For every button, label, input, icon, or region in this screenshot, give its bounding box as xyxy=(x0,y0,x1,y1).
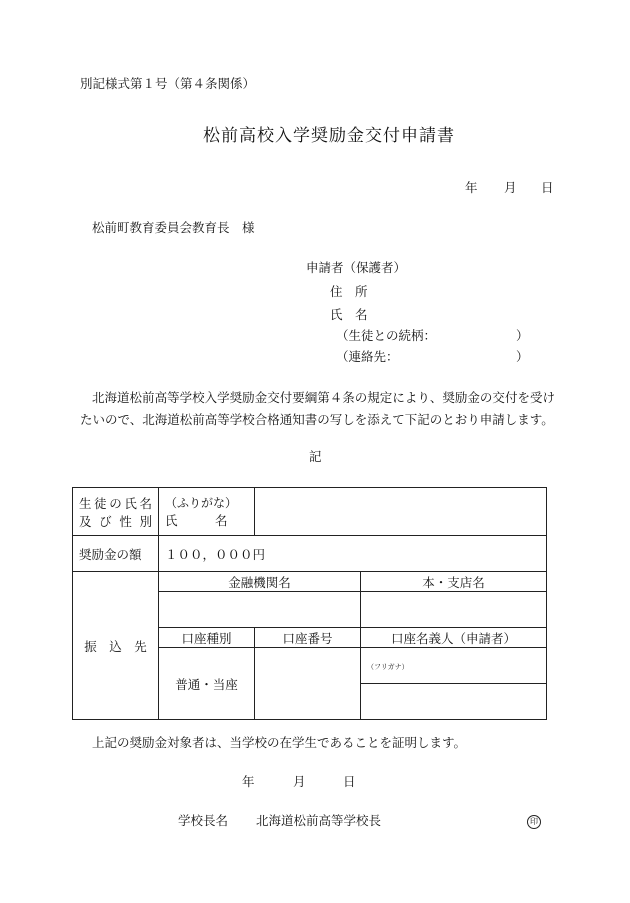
student-label-1: 生 徒 の 氏 名 xyxy=(79,495,152,511)
amount-label: 奨励金の額 xyxy=(73,536,159,572)
seal-stamp: 印 xyxy=(527,815,541,829)
relation-close: ） xyxy=(516,328,529,343)
contact-close: ） xyxy=(516,349,529,364)
student-name-field[interactable] xyxy=(255,488,547,536)
application-table xyxy=(72,487,547,720)
branch-header: 本・支店名 xyxy=(361,572,547,592)
date-year-label: 年 xyxy=(465,180,478,195)
contact-label: （連絡先： xyxy=(336,349,399,364)
cert-day-label: 日 xyxy=(343,774,356,789)
certification-text: 上記の奨励金対象者は、当学校の在学生であることを証明します。 xyxy=(92,735,467,750)
account-number-field[interactable] xyxy=(255,648,361,720)
account-holder-header: 口座名義人（申請者） xyxy=(361,628,547,648)
ki-label: 記 xyxy=(309,449,322,464)
cert-month-label: 月 xyxy=(293,774,306,789)
addressee: 松前町教育委員会教育長 様 xyxy=(92,220,255,235)
date-day-label: 日 xyxy=(541,180,554,195)
seal-mark xyxy=(527,814,541,829)
relation-label: （生徒との続柄： xyxy=(336,328,437,343)
student-name-label-cell xyxy=(159,488,255,536)
principal-label: 学校長名 xyxy=(178,813,229,828)
body-paragraph: 北海道松前高等学校入学奨励金交付要綱第４条の規定により、奨励金の交付を受けたいので、北海道松前高等学校合格通知書の写しを添えて下記のとおり申請します。 xyxy=(80,390,555,427)
name-label: 氏 名 xyxy=(165,513,228,528)
account-holder-field[interactable] xyxy=(361,684,547,720)
amount-value: １００，０００円 xyxy=(159,536,547,572)
bank-name-header: 金融機関名 xyxy=(159,572,361,592)
furigana-label: （ふりがな） xyxy=(165,496,238,510)
date-month-label: 月 xyxy=(504,180,517,195)
bank-name-field[interactable] xyxy=(159,592,361,628)
transfer-label: 振 込 先 xyxy=(73,572,159,720)
cert-year-label: 年 xyxy=(242,774,255,789)
form-number: 別記様式第１号（第４条関係） xyxy=(80,76,256,91)
branch-field[interactable] xyxy=(361,592,547,628)
applicant-address-label: 住 所 xyxy=(330,284,368,299)
student-label-cell xyxy=(73,488,159,536)
principal-value: 北海道松前高等学校長 xyxy=(256,813,382,828)
applicant-name-label: 氏 名 xyxy=(330,307,368,322)
account-type-header: 口座種別 xyxy=(159,628,255,648)
page-title: 松前高校入学奨励金交付申請書 xyxy=(203,126,455,146)
account-number-header: 口座番号 xyxy=(255,628,361,648)
account-type-value: 普通・当座 xyxy=(159,648,255,720)
account-holder-furigana: （フリガナ） xyxy=(361,648,547,684)
applicant-heading: 申請者（保護者） xyxy=(306,260,407,275)
student-label-2: 及 び 性 別 xyxy=(79,513,152,529)
